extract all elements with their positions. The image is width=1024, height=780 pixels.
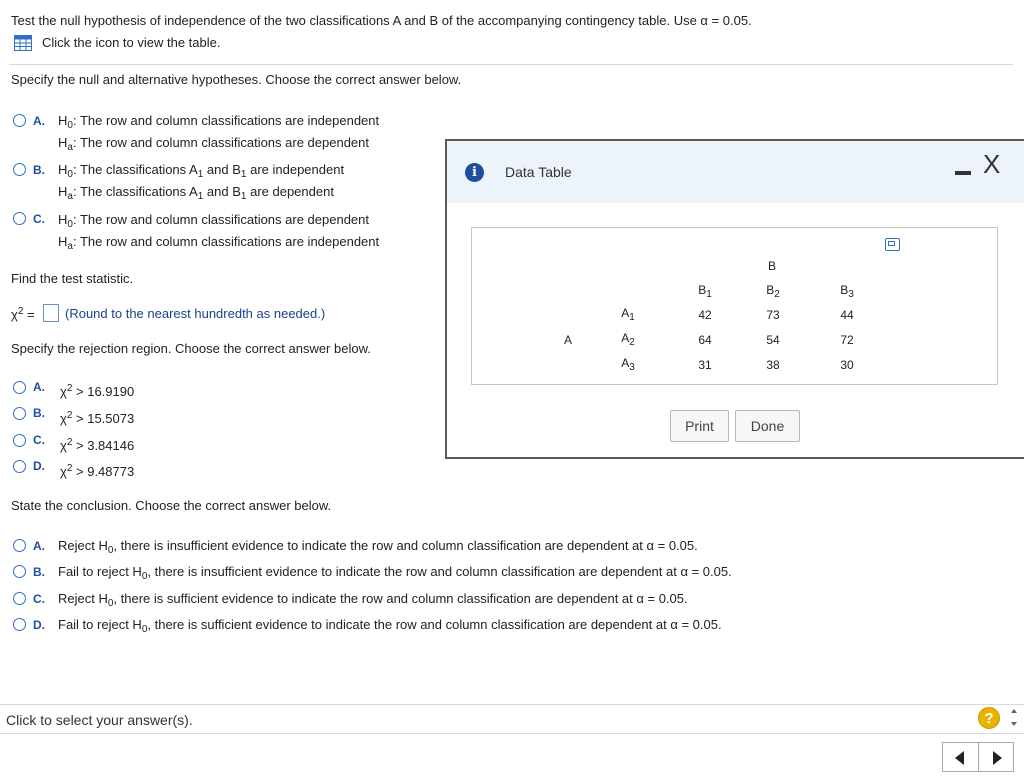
scroll-down-arrow[interactable] <box>1011 722 1017 726</box>
navigation-bar <box>0 733 1024 780</box>
conclusion-option-b-text[interactable]: Fail to reject $H_0$, there is insufficient evidence to indicate the row and column classification are dependent at α = 0.05. <box>58 564 732 582</box>
column-header-b1: $B_1$ <box>698 283 712 300</box>
question-prompt: Test the null hypothesis of independence of the two classifications A and B of the accompanying contingency table. Use α = 0.05. <box>11 13 752 28</box>
status-text: Click to select your answer(s). <box>6 712 193 728</box>
conclusion-option-a-text[interactable]: Reject $H_0$, there is insufficient evidence to indicate the row and column classification are dependent at α = 0.05. <box>58 538 698 556</box>
conclusion-option-d-radio[interactable] <box>13 618 26 631</box>
conclusion-option-a-letter[interactable]: A. <box>33 539 45 553</box>
prev-button[interactable] <box>942 742 978 772</box>
conclusion-option-b-radio[interactable] <box>13 565 26 578</box>
column-group-label: B <box>767 259 776 273</box>
next-arrow-icon <box>993 751 1002 765</box>
column-header-b3: $B_3$ <box>840 283 854 300</box>
conclusion-option-c-text[interactable]: Reject $H_0$, there is sufficient evidence to indicate the row and column classification are dependent at α = 0.05. <box>58 591 688 609</box>
chi-square-answer-input[interactable] <box>43 304 59 322</box>
help-icon[interactable]: ? <box>978 707 1000 729</box>
rejection-option-b-radio[interactable] <box>13 407 26 420</box>
rejection-option-c-value[interactable]: $\chi^2 > 3.84146$ <box>60 437 135 453</box>
hypothesis-option-b-letter[interactable]: B. <box>33 163 45 177</box>
rejection-option-c-radio[interactable] <box>13 434 26 447</box>
prev-arrow-icon <box>955 751 964 765</box>
minimize-button[interactable] <box>955 171 971 175</box>
rounding-hint: (Round to the nearest hundredth as needed.) <box>65 306 326 321</box>
row-header-a2: $A_2$ <box>621 331 635 348</box>
data-table-box <box>471 227 998 385</box>
table-cell: 72 <box>840 333 854 347</box>
row-header-a3: $A_3$ <box>621 356 635 373</box>
data-table-popup <box>445 139 1024 459</box>
rejection-option-c-letter[interactable]: C. <box>33 433 45 447</box>
hypothesis-option-b-h0[interactable]: $H_0$: The classifications $A_1$ and $B_1$ are independent <box>58 162 345 180</box>
conclusion-option-b-letter[interactable]: B. <box>33 565 45 579</box>
print-button[interactable]: Print <box>670 410 729 442</box>
table-link-text[interactable]: Click the icon to view the table. <box>42 35 221 50</box>
popup-title: Data Table <box>505 164 572 180</box>
table-cell: 30 <box>840 358 854 372</box>
row-header-a1: $A_1$ <box>621 306 635 323</box>
conclusion-option-d-letter[interactable]: D. <box>33 618 45 632</box>
table-icon[interactable] <box>14 35 32 51</box>
conclusion-option-d-text[interactable]: Fail to reject $H_0$, there is sufficient evidence to indicate the row and column classification are dependent at α = 0.05. <box>58 617 722 635</box>
rejection-option-a-radio[interactable] <box>13 381 26 394</box>
conclusion-instruction: State the conclusion. Choose the correct answer below. <box>11 498 332 513</box>
rejection-option-b-letter[interactable]: B. <box>33 406 45 420</box>
hypothesis-option-c-letter[interactable]: C. <box>33 212 45 226</box>
conclusion-option-a-radio[interactable] <box>13 539 26 552</box>
done-button[interactable]: Done <box>735 410 800 442</box>
next-button[interactable] <box>978 742 1014 772</box>
rejection-option-a-letter[interactable]: A. <box>33 380 45 394</box>
column-header-b2: $B_2$ <box>766 283 780 300</box>
close-button[interactable]: X <box>983 149 1001 179</box>
footer-top-divider <box>0 704 1024 705</box>
hypotheses-instruction: Specify the null and alternative hypotheses. Choose the correct answer below. <box>11 72 462 87</box>
hypothesis-option-a-letter[interactable]: A. <box>33 114 45 128</box>
table-cell: 54 <box>766 333 780 347</box>
header-divider <box>9 64 1013 65</box>
hypothesis-option-c-ha[interactable]: $H_a$: The row and column classifications are independent <box>58 234 380 252</box>
chi-square-label: $\chi^2$ = <box>11 306 35 322</box>
rejection-option-d-letter[interactable]: D. <box>33 459 45 473</box>
hypothesis-option-c-radio[interactable] <box>13 212 26 225</box>
scroll-up-arrow[interactable] <box>1011 709 1017 713</box>
expand-icon[interactable] <box>885 238 900 251</box>
hypothesis-option-b-radio[interactable] <box>13 163 26 176</box>
hypothesis-option-b-ha[interactable]: $H_a$: The classifications $A_1$ and $B_1$ are dependent <box>58 184 334 202</box>
table-cell: 38 <box>766 358 780 372</box>
conclusion-option-c-letter[interactable]: C. <box>33 592 45 606</box>
rejection-option-d-value[interactable]: $\chi^2 > 9.48773$ <box>60 463 135 479</box>
conclusion-option-c-radio[interactable] <box>13 592 26 605</box>
table-cell: 31 <box>698 358 712 372</box>
hypothesis-option-a-h0[interactable]: $H_0$: The row and column classifications are independent <box>58 113 380 131</box>
rejection-option-d-radio[interactable] <box>13 460 26 473</box>
row-group-label: A <box>563 333 572 347</box>
rejection-instruction: Specify the rejection region. Choose the correct answer below. <box>11 341 371 356</box>
statistic-instruction: Find the test statistic. <box>11 271 134 286</box>
hypothesis-option-a-radio[interactable] <box>13 114 26 127</box>
rejection-option-b-value[interactable]: $\chi^2 > 15.5073$ <box>60 410 135 426</box>
info-icon: i <box>465 163 484 182</box>
hypothesis-option-a-ha[interactable]: $H_a$: The row and column classifications are dependent <box>58 135 370 153</box>
hypothesis-option-c-h0[interactable]: $H_0$: The row and column classifications are dependent <box>58 212 370 230</box>
popup-header <box>447 141 1024 203</box>
table-cell: 44 <box>840 308 854 322</box>
table-cell: 64 <box>698 333 712 347</box>
table-cell: 73 <box>766 308 780 322</box>
table-cell: 42 <box>698 308 712 322</box>
rejection-option-a-value[interactable]: $\chi^2 > 16.9190$ <box>60 383 135 399</box>
